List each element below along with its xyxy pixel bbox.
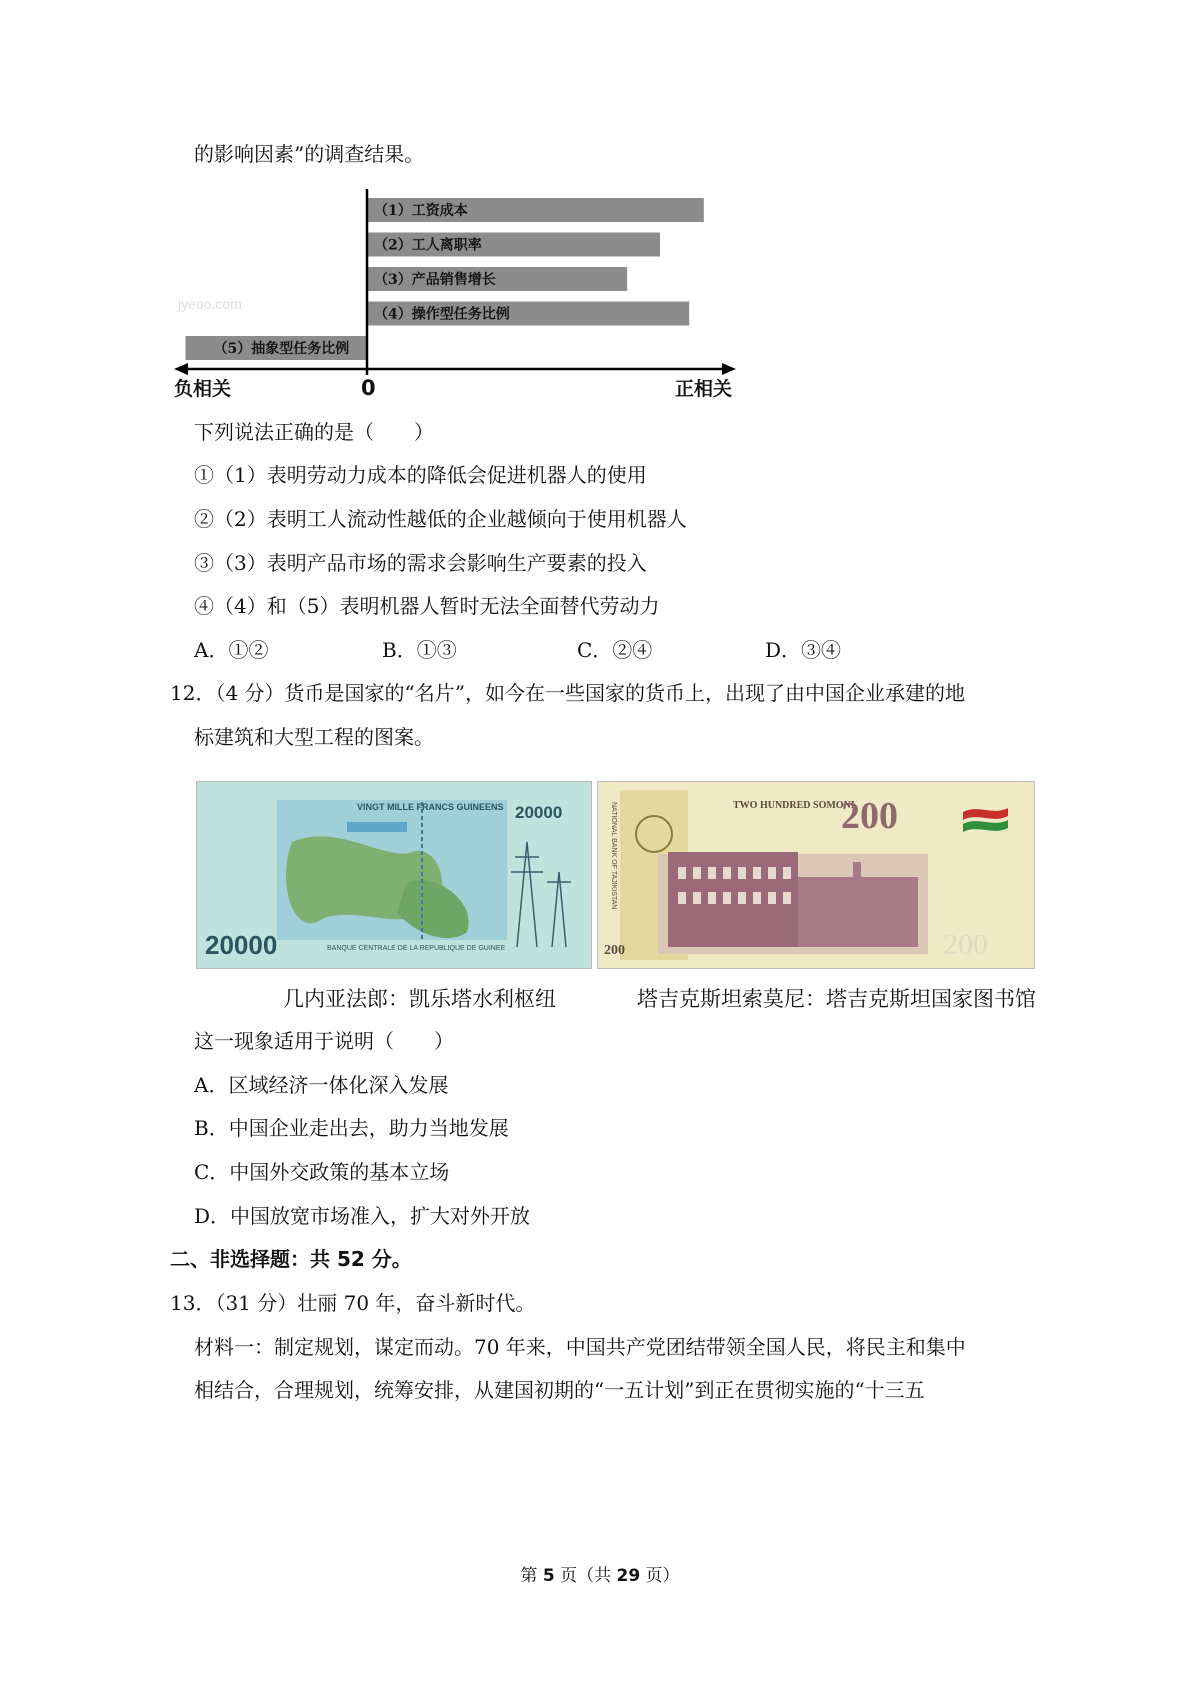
axis-label-positive: 正相关 <box>675 378 733 400</box>
q12-stem-line1: 12．（4 分）货币是国家的“名片”，如今在一些国家的货币上，出现了由中国企业承建的地 <box>170 681 965 705</box>
note-right-caption: 塔吉克斯坦索莫尼：塔吉克斯坦国家图书馆 <box>637 987 1036 1011</box>
footer-prefix: 第 <box>520 1566 543 1586</box>
bar-label-5: （5）抽象型任务比例 <box>213 341 350 357</box>
q12-stem-line2: 标建筑和大型工程的图案。 <box>194 725 434 749</box>
footer-middle: 页（共 <box>554 1566 617 1586</box>
note-right-watermark-200: 200 <box>943 928 988 961</box>
note-left-caption: 几内亚法郎：凯乐塔水利枢纽 <box>283 987 556 1011</box>
axis-label-negative: 负相关 <box>174 378 232 400</box>
q12-stem2: 这一现象适用于说明（ ） <box>194 1029 454 1053</box>
note-left-footer: BANQUE CENTRALE DE LA REPUBLIQUE DE GUINEE <box>327 945 506 952</box>
page-footer <box>0 1561 1200 1586</box>
q13-material-line1: 材料一：制定规划，谋定而动。70 年来，中国共产党团结带领全国人民，将民主和集中 <box>194 1335 966 1359</box>
guinea-franc-banknote <box>196 781 592 969</box>
note-right-header: TWO HUNDRED SOMONI <box>733 800 855 811</box>
q11-statement-1: ①（1）表明劳动力成本的降低会促进机器人的使用 <box>194 463 647 487</box>
footer-page-number: 5 <box>542 1566 555 1586</box>
note-left-denomination-top: 20000 <box>515 803 563 822</box>
footer-total-pages: 29 <box>616 1566 641 1586</box>
q11-option-b[interactable]: B．①③ <box>382 638 457 662</box>
q11-statement-4: ④（4）和（5）表明机器人暂时无法全面替代劳动力 <box>194 594 660 618</box>
note-right-denomination-bottom: 200 <box>604 943 625 958</box>
q13-material-line2: 相结合，合理规划，统筹安排，从建国初期的“一五计划”到正在贯彻实施的“十三五 <box>194 1378 925 1402</box>
bar-label-4: （4）操作型任务比例 <box>374 306 510 323</box>
tajik-somoni-banknote <box>597 781 1035 969</box>
axis-label-zero: 0 <box>361 376 376 400</box>
axis-arrow-left-icon <box>174 363 188 375</box>
q11-option-c[interactable]: C．②④ <box>577 638 653 662</box>
bar-label-3: （3）产品销售增长 <box>374 272 496 288</box>
q13-stem: 13．（31 分）壮丽 70 年，奋斗新时代。 <box>170 1291 536 1315</box>
q11-stem: 下列说法正确的是（ ） <box>194 420 434 444</box>
section-2-heading: 二、非选择题：共 52 分。 <box>170 1247 412 1271</box>
factor-correlation-chart <box>170 185 750 405</box>
intro-tail: 的影响因素”的调查结果。 <box>194 142 425 166</box>
footer-suffix: 页） <box>640 1566 680 1586</box>
q11-option-a[interactable]: A．①② <box>194 638 269 662</box>
bar-label-2: （2）工人离职率 <box>374 237 482 254</box>
axis-arrow-right-icon <box>722 363 736 375</box>
chart-watermark: jyeoo.com <box>178 296 242 312</box>
note-left-header: VINGT MILLE FRANCS GUINEENS <box>357 802 504 812</box>
note-left-denomination-bottom: 20000 <box>205 930 278 960</box>
q12-option-a[interactable]: A．区域经济一体化深入发展 <box>194 1073 449 1097</box>
q12-option-b[interactable]: B．中国企业走出去，助力当地发展 <box>194 1116 509 1140</box>
q11-statement-3: ③（3）表明产品市场的需求会影响生产要素的投入 <box>194 551 647 575</box>
bar-label-1: （1）工资成本 <box>374 203 468 219</box>
note-right-denomination-top: 200 <box>841 795 898 837</box>
q12-option-d[interactable]: D．中国放宽市场准入，扩大对外开放 <box>194 1204 531 1228</box>
q11-statement-2: ②（2）表明工人流动性越低的企业越倾向于使用机器人 <box>194 507 687 531</box>
q11-option-d[interactable]: D．③④ <box>765 638 842 662</box>
note-right-side-text: NATIONAL BANK OF TAJIKISTAN <box>610 802 617 910</box>
q12-option-c[interactable]: C．中国外交政策的基本立场 <box>194 1160 450 1184</box>
